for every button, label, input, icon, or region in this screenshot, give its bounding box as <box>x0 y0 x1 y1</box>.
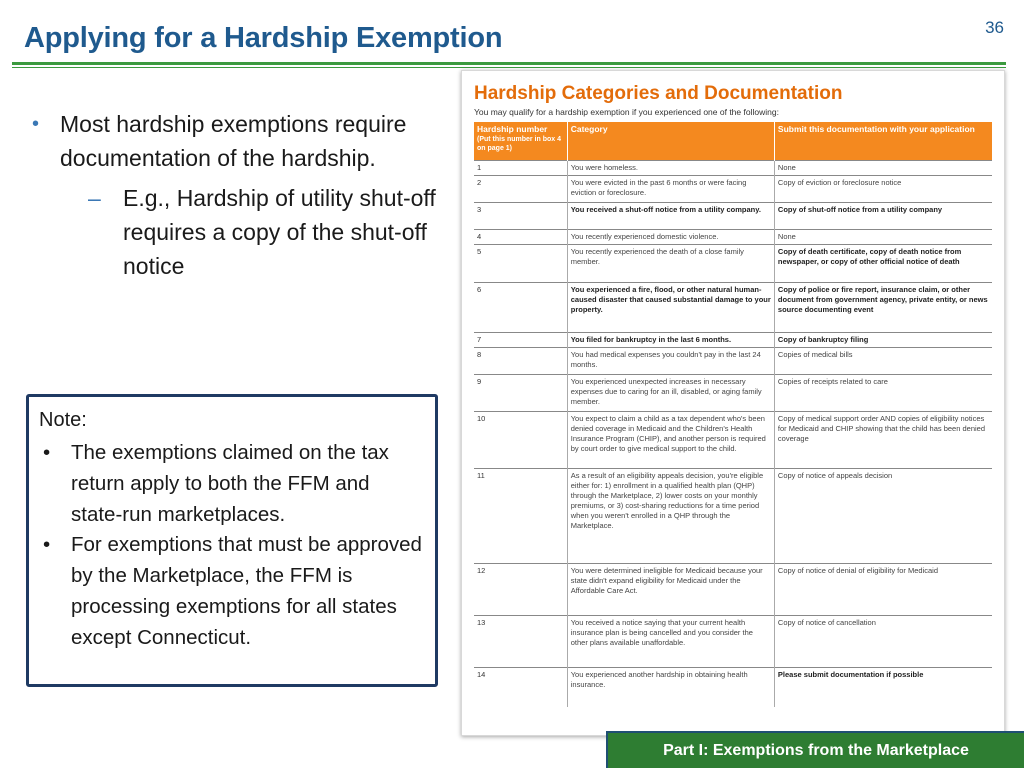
note-list <box>39 438 425 654</box>
document-title: Hardship Categories and Documentation <box>474 83 843 104</box>
sub-bullet-text: E.g., Hardship of utility shut-off requires a copy of the shut-off notice <box>123 185 436 279</box>
note-item <box>39 530 425 653</box>
note-box <box>26 394 438 687</box>
header-documentation: Submit this documentation with your application <box>774 122 992 160</box>
table-row <box>474 175 992 202</box>
title-divider-thin <box>12 67 1006 68</box>
row-number: 3 <box>474 202 567 229</box>
row-documentation: None <box>774 160 992 175</box>
row-number: 5 <box>474 244 567 282</box>
row-documentation: Copy of eviction or foreclosure notice <box>774 175 992 202</box>
note-text: For exemptions that must be approved by the Marketplace, the FFM is processing exemptions for all states except Connecticut. <box>71 533 422 649</box>
title-divider <box>12 62 1006 65</box>
table-row <box>474 374 992 411</box>
row-category: You recently experienced the death of a close family member. <box>567 244 774 282</box>
row-documentation: Copy of medical support order AND copies of eligibility notices for Medicaid and CHIP showing that the child has been denied coverage <box>774 411 992 468</box>
sub-bullet-item <box>30 181 450 283</box>
row-documentation: Copy of notice of denial of eligibility for Medicaid <box>774 563 992 615</box>
header-number <box>474 122 567 160</box>
table-row <box>474 282 992 332</box>
row-number: 4 <box>474 229 567 244</box>
row-category: You received a shut-off notice from a utility company. <box>567 202 774 229</box>
note-bullet: • <box>43 441 51 464</box>
row-documentation: Copy of death certificate, copy of death notice from newspaper, or copy of other official notice of death <box>774 244 992 282</box>
row-category: You expect to claim a child as a tax dependent who's been denied coverage in Medicaid and the Children's Health Insurance Program (CHIP), and another person is required by court order to give medical support to the child. <box>567 411 774 468</box>
row-category: You were determined ineligible for Medicaid because your state didn't expand eligibility for Medicaid under the Affordable Care Act. <box>567 563 774 615</box>
table-row <box>474 667 992 707</box>
row-number: 6 <box>474 282 567 332</box>
bullet-text: Most hardship exemptions require documentation of the hardship. <box>60 111 407 171</box>
hardship-form-image <box>461 70 1005 736</box>
row-documentation: None <box>774 229 992 244</box>
table-header-row <box>474 122 992 160</box>
row-documentation: Please submit documentation if possible <box>774 667 992 707</box>
table-row <box>474 411 992 468</box>
row-number: 14 <box>474 667 567 707</box>
table-row <box>474 332 992 347</box>
note-text: The exemptions claimed on the tax return apply to both the FFM and state-run marketplaces. <box>71 441 389 526</box>
footer-text: Part I: Exemptions from the Marketplace <box>663 741 969 759</box>
table-body <box>474 160 992 707</box>
row-category: You were homeless. <box>567 160 774 175</box>
hardship-table <box>474 122 992 707</box>
table-row <box>474 347 992 374</box>
row-documentation: Copies of medical bills <box>774 347 992 374</box>
bullet-list <box>30 108 450 283</box>
table-row <box>474 563 992 615</box>
bullet-item <box>30 108 450 175</box>
row-documentation: Copy of shut-off notice from a utility company <box>774 202 992 229</box>
row-category: You experienced another hardship in obtaining health insurance. <box>567 667 774 707</box>
note-item <box>39 438 425 530</box>
table-row <box>474 202 992 229</box>
row-documentation: Copy of bankruptcy filing <box>774 332 992 347</box>
note-bullet: • <box>43 533 51 557</box>
row-number: 11 <box>474 468 567 563</box>
row-category: As a result of an eligibility appeals decision, you're eligible either for: 1) enrollment in a qualified health plan (QHP) through the Marketplace, 2) lower costs on your monthly premiums, or 3) cost-sharing reductions for a time period when you weren't enrolled in a QHP through the Marketplace. <box>567 468 774 563</box>
row-documentation: Copy of notice of cancellation <box>774 615 992 667</box>
row-number: 12 <box>474 563 567 615</box>
note-label: Note: <box>39 409 87 431</box>
header-number-note: (Put this number in box 4 on page 1) <box>477 135 562 152</box>
sub-bullet-marker: – <box>88 185 101 211</box>
row-category: You filed for bankruptcy in the last 6 months. <box>567 332 774 347</box>
row-category: You experienced unexpected increases in necessary expenses due to caring for an ill, disabled, or aging family member. <box>567 374 774 411</box>
row-documentation: Copy of notice of appeals decision <box>774 468 992 563</box>
row-documentation: Copy of police or fire report, insurance claim, or other document from government agency, private entity, or news source documenting event <box>774 282 992 332</box>
table-row <box>474 244 992 282</box>
row-category: You were evicted in the past 6 months or were facing eviction or foreclosure. <box>567 175 774 202</box>
document-subtitle: You may qualify for a hardship exemption if you experienced one of the following: <box>474 107 779 117</box>
header-number-label: Hardship number <box>477 124 548 134</box>
row-number: 10 <box>474 411 567 468</box>
row-category: You had medical expenses you couldn't pay in the last 24 months. <box>567 347 774 374</box>
row-number: 1 <box>474 160 567 175</box>
table-row <box>474 615 992 667</box>
row-number: 9 <box>474 374 567 411</box>
table-row <box>474 160 992 175</box>
table-row <box>474 229 992 244</box>
header-category: Category <box>567 122 774 160</box>
row-category: You recently experienced domestic violence. <box>567 229 774 244</box>
table-row <box>474 468 992 563</box>
row-number: 2 <box>474 175 567 202</box>
slide-title: Applying for a Hardship Exemption <box>24 22 503 54</box>
footer-banner <box>606 731 1024 768</box>
row-category: You experienced a fire, flood, or other natural human-caused disaster that caused substantial damage to your property. <box>567 282 774 332</box>
row-number: 7 <box>474 332 567 347</box>
row-category: You received a notice saying that your current health insurance plan is being cancelled and you consider the other plans available unaffordable. <box>567 615 774 667</box>
bullet-marker: • <box>32 113 40 135</box>
row-number: 13 <box>474 615 567 667</box>
row-documentation: Copies of receipts related to care <box>774 374 992 411</box>
slide-number: 36 <box>985 18 1004 37</box>
row-number: 8 <box>474 347 567 374</box>
